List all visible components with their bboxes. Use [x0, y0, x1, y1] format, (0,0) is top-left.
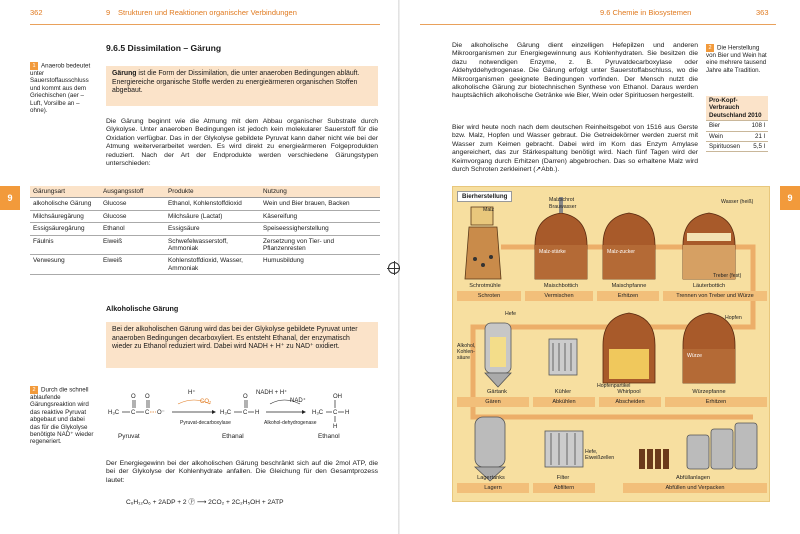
consumption-table: [706, 96, 768, 152]
table-row: [706, 131, 768, 141]
table-cell: Humusbildung: [260, 255, 380, 275]
table-cell: Essigsäuregärung: [30, 223, 100, 235]
brewing-diagram: [452, 186, 770, 502]
side-note-nad: [30, 386, 94, 446]
definition-text: ist die Form der Dissimilation, die unter anaeroben Bedingungen abläuft. Energiereiche organische Stoffe werden zu energieärmeren organischen Stoffen abgebaut.: [112, 70, 360, 95]
table-cell: Bier: [706, 121, 748, 131]
label-pyruvat: Pyruvat: [118, 433, 140, 440]
equipment-label: Maischpfanne: [611, 283, 647, 289]
side-note-marker: 2: [30, 386, 38, 394]
table-header: Nutzung: [260, 186, 380, 198]
svg-text:H: H: [255, 410, 260, 416]
process-step: Vermischen: [525, 291, 593, 301]
subheading-alkoholische-gaerung: Alkoholische Gärung: [106, 304, 179, 313]
definition-term: Gärung: [112, 70, 137, 77]
equipment-label: Abfüllanlagen: [676, 475, 710, 481]
lauter-tun-icon: [683, 213, 735, 279]
equipment-label: Läuterbottich: [692, 283, 726, 289]
annotation-malz: Malz: [483, 207, 494, 213]
table-header: Gärungsart: [30, 186, 100, 198]
chapter-tab-left: 9: [0, 186, 20, 210]
table-cell: 108 l: [748, 121, 768, 131]
annotation-alkohol: Alkohol, Kohlen-säure: [457, 343, 476, 361]
side-note-text: Durch die schnell ablaufende Gärungsreaktion wird das reaktive Pyruvat abgebaut und dabei das für die Glykolyse benötigte NAD⁺ wieder regeneriert.: [30, 386, 94, 446]
equipment-label: Gärtank: [487, 389, 507, 395]
side-note-text: Anaerob bedeutet unter Sauerstoffausschluss und kommt aus dem Griechischen (aer – Luft, Vorsilbe an – ohne).: [30, 62, 91, 115]
annotation-brauwasser: Brauwasser: [549, 204, 577, 210]
chapter-title: Strukturen und Reaktionen organischer Verbindungen: [118, 8, 297, 17]
equipment-label: Schrotmühle: [469, 283, 501, 289]
annotation-hefe-eiweiss: Hefe, Eiweißzellen: [585, 449, 615, 461]
side-note-tradition: [706, 44, 768, 74]
label-ethanal: Ethanal: [222, 433, 244, 440]
wort-kettle-icon: [683, 313, 735, 383]
table-header-row: [30, 186, 380, 198]
table-cell: Spirituosen: [706, 142, 748, 152]
table-cell: Kohlenstoffdioxid, Wasser, Ammoniak: [165, 255, 260, 275]
process-step: Abkühlen: [533, 397, 595, 407]
equipment-label: Whirlpool: [617, 389, 641, 395]
svg-text:O: O: [131, 394, 136, 400]
h-plus: H⁺: [188, 390, 196, 396]
side-note-marker: 1: [30, 62, 38, 70]
running-head-right: 9.6 Chemie in Biosystemen: [600, 8, 692, 17]
table-cell: Glucose: [100, 198, 165, 210]
table-cell: 21 l: [748, 131, 768, 141]
svg-text:O⁻: O⁻: [157, 410, 165, 416]
table-row: [706, 121, 768, 131]
paragraph-glykolyse: Die Gärung beginnt wie die Atmung mit dem Abbau organischer Substrate durch Glykolyse. Unter anaeroben Bedingungen ist jedoch kein molekularer Sauerstoff für die Oxidation verfügbar. Das in der Glykolyse gebildete Pyruvat kann daher nicht wie bei der Atmung weiterverarbeitet werden. Es wird direkt zu energieärmeren Folgeprodukten reduziert. Nach der Art der Endprodukte werden verschiedene Gärungstypen unterschieden:: [106, 118, 378, 168]
table-cell: Zersetzung von Tier- und Pflanzenresten: [260, 235, 380, 255]
alcoholic-fermentation-box: Bei der alkoholischen Gärung wird das bei der Glykolyse gebildete Pyruvat unter anaeroben Bedingungen decarboxyliert. Es entsteht Ethanal, der enzymatisch wieder zu Ethanol reduziert wird. Dabei wird NADH + H⁺ zu NAD⁺ oxidiert.: [106, 322, 378, 368]
paragraph-energiegewinn: Der Energiegewinn bei der alkoholischen Gärung beschränkt sich auf die 2mol ATP, die bei der Glykolyse der Kohlenhydrate anfallen. Die Gleichung für den Gesamtprozess lautet:: [106, 460, 378, 484]
svg-text:H₃C: H₃C: [220, 410, 232, 416]
registration-mark-icon: [388, 262, 400, 274]
annotation-hopfenpartikel: Hopfenpartikel: [597, 383, 631, 389]
filter-icon: [545, 431, 583, 467]
side-note-text: Die Herstellung von Bier und Wein hat eine mehrere tausend Jahre alte Tradition.: [706, 44, 767, 74]
equipment-label: Würzepfanne: [692, 389, 726, 395]
nadh: NADH + H⁺: [256, 390, 288, 396]
svg-text:C: C: [131, 410, 136, 416]
process-step: Gären: [457, 397, 529, 407]
equipment-label: Filter: [556, 475, 570, 481]
table-cell: Wein und Bier brauen, Backen: [260, 198, 380, 210]
annotation-malzstaerke: Malz-stärke: [539, 249, 566, 255]
header-rule: [30, 24, 380, 25]
overall-equation: C₆H₁₂O₆ + 2ADP + 2 Ⓟ ⟶ 2CO₂ + 2C₂H₅OH + 2ATP: [126, 499, 284, 506]
fermentation-tank-icon: [485, 323, 511, 387]
process-step: Erhitzen: [665, 397, 767, 407]
paragraph-hefepilze: Die alkoholische Gärung dient einzelligen Hefepilzen und anderen Mikroorganismen zur Energiegewinnung aus Kohlenhydraten. Sie besitzen die dazu notwendigen Enzyme, z. B. Pyruvatdecarboxylase oder Aldehyddehydrogenase. Die Gärung erfolgt unter Sauerstoffabschluss, wo die Mikroorganismen geeignete Bedingungen vorfinden. Der Mensch nutzt die alkoholische Gärung zur biotechnischen Synthese von Ethanol. Daraus werden hauptsächlich alkoholische Getränke wie Bier, Wein oder Spirituosen hergestellt.: [452, 42, 698, 100]
side-note-marker: 2: [706, 44, 714, 52]
bottling-icon: [639, 423, 757, 469]
table-row: [30, 223, 380, 235]
page-number-right: 363: [756, 8, 769, 17]
table-cell: Milchsäuregärung: [30, 210, 100, 222]
process-step: Lagern: [457, 483, 529, 493]
svg-text:C: C: [145, 410, 150, 416]
co2: CO₂: [200, 399, 212, 405]
side-note-anaerob: [30, 62, 94, 114]
equipment-label: Lagertanks: [477, 475, 505, 481]
table-cell: Glucose: [100, 210, 165, 222]
svg-text:H₃C: H₃C: [312, 410, 324, 416]
storage-tanks-icon: [475, 417, 505, 481]
label-ethanol: Ethanol: [318, 433, 340, 440]
table-cell: alkoholische Gärung: [30, 198, 100, 210]
process-step: Schroten: [457, 291, 521, 301]
definition-box: [106, 66, 378, 106]
table-cell: Schwefelwasserstoff, Ammoniak: [165, 235, 260, 255]
table-cell: Milchsäure (Lactat): [165, 210, 260, 222]
annotation-malzschrot: Malzschrot: [549, 197, 575, 203]
chapter-number: 9: [106, 8, 111, 17]
table-cell: Essigsäure: [165, 223, 260, 235]
process-step: Abfiltern: [533, 483, 595, 493]
fermentation-table: [30, 186, 380, 275]
annotation-hefe: Hefe: [505, 311, 516, 317]
table-cell: Ethanol, Kohlenstoffdioxid: [165, 198, 260, 210]
header-rule: [420, 24, 776, 25]
table-row: [706, 142, 768, 152]
svg-text:OH: OH: [333, 394, 342, 400]
mill-icon: [465, 207, 501, 279]
process-step: Abfüllen und Verpacken: [623, 483, 767, 493]
process-step: Abscheiden: [599, 397, 661, 407]
annotation-hopfen: Hopfen: [725, 315, 742, 321]
cooler-icon: [549, 339, 577, 375]
table-row: [30, 235, 380, 255]
table-cell: Fäulnis: [30, 235, 100, 255]
svg-text:H₃C: H₃C: [108, 410, 120, 416]
svg-text:H: H: [333, 424, 338, 430]
table-cell: Speiseessigherstellung: [260, 223, 380, 235]
chapter-tab-right: 9: [780, 186, 800, 210]
nad-plus: NAD⁺: [290, 398, 306, 404]
svg-text:O: O: [145, 394, 150, 400]
table-cell: Eiweiß: [100, 235, 165, 255]
diagram-title: Bierherstellung: [457, 191, 512, 202]
process-step: Erhitzen: [597, 291, 659, 301]
table-cell: Verwesung: [30, 255, 100, 275]
svg-text:O: O: [243, 394, 248, 400]
table-cell: 5,5 l: [748, 142, 768, 152]
table-row: [30, 210, 380, 222]
mash-kettle-icon: [603, 213, 655, 279]
equipment-label: Kühler: [554, 389, 572, 395]
annotation-wuerze: Würze: [687, 353, 702, 359]
svg-text:C: C: [243, 410, 248, 416]
consumption-title: Pro-Kopf-Verbrauch Deutschland 2010: [706, 96, 768, 121]
annotation-malzzucker: Malz-zucker: [607, 249, 635, 255]
table-cell: Wein: [706, 131, 748, 141]
table-cell: Käsereifung: [260, 210, 380, 222]
enzyme-pyruvatdecarboxylase: Pyruvat-decarboxylase: [180, 420, 231, 426]
table-row: [30, 198, 380, 210]
table-row: [30, 255, 380, 275]
table-header: Ausgangsstoff: [100, 186, 165, 198]
table-header: Produkte: [165, 186, 260, 198]
page-number-left: 362: [30, 8, 43, 17]
section-heading: 9.6.5 Dissimilation – Gärung: [106, 43, 222, 53]
table-cell: Ethanol: [100, 223, 165, 235]
annotation-wasser: Wasser (heiß): [721, 199, 754, 205]
equipment-label: Maischbottich: [543, 283, 579, 289]
process-step: Trennen von Treber und Würze: [663, 291, 767, 301]
whirlpool-icon: [603, 313, 655, 383]
annotation-treber: Treber (fest): [713, 273, 742, 279]
svg-text:C: C: [333, 410, 338, 416]
table-cell: Eiweiß: [100, 255, 165, 275]
reaction-scheme: [104, 382, 380, 442]
paragraph-reinheitsgebot: Bier wird heute noch nach dem deutschen Reinheitsgebot von 1516 aus Gerste bzw. Malz, Hopfen und Wasser gebraut. Die Getreidekörner werden zuerst mit Wasser zum Keimen gebracht. Dabei wird im Korn das Enzym Amylase angereichert, das zur Stärkespaltung benötigt wird. Nach fünf Tagen wird der Keimvorgang durch Erhitzen (Darren) abgebrochen. Das so erhaltene Malz wird durch Schroten zerkleinert (↗Abb.).: [452, 124, 698, 174]
enzyme-alkoholdehydrogenase: Alkohol-dehydrogenase: [264, 420, 317, 426]
svg-text:H: H: [345, 410, 350, 416]
